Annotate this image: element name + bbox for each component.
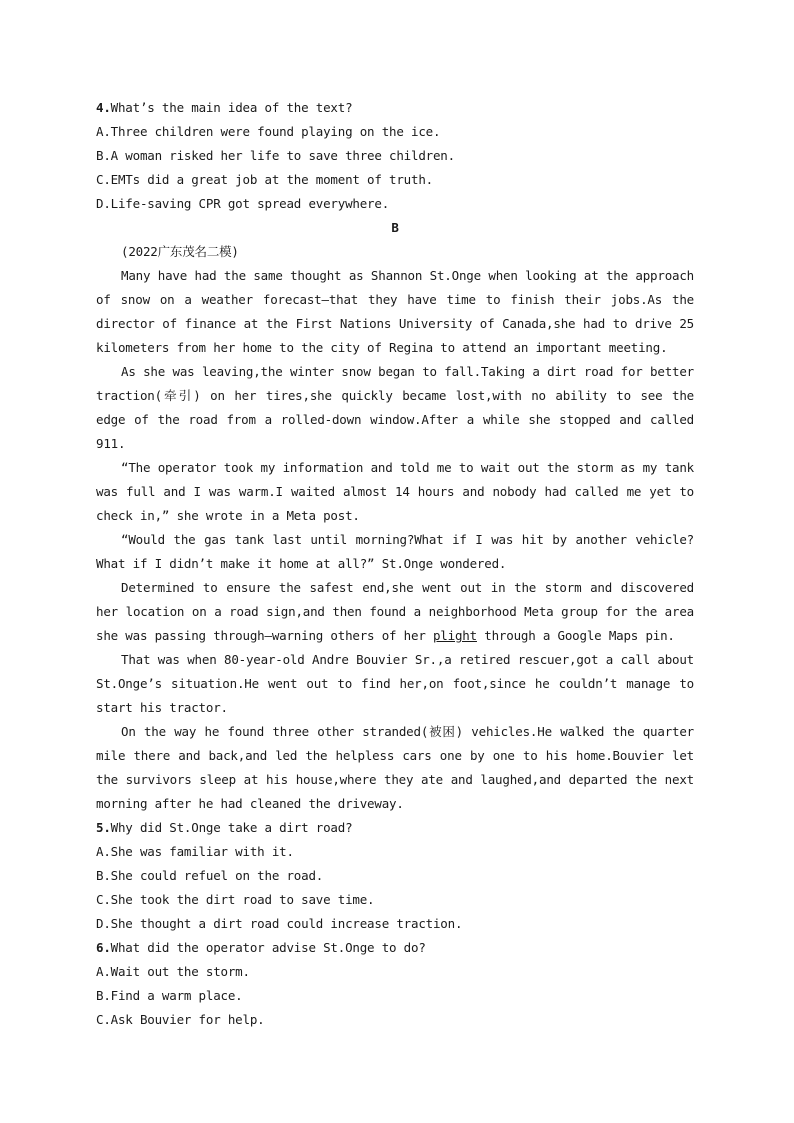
paragraph-1: Many have had the same thought as Shannon St.Onge when looking at the approach of snow on a weather forecast—that they have time to finish their jobs.As the director of finance at the First Nations University of Canada,she had to drive 25 kilometers from her home to the city of Regina to attend an important meeting.: [96, 268, 694, 355]
option-c: C.Ask Bouvier for help.: [96, 1012, 265, 1027]
question-6-stem: [96, 936, 694, 960]
paragraph-2: As she was leaving,the winter snow began to fall.Taking a dirt road for better traction(牵引) on her tires,she quickly became lost,with no ability to see the edge of the road from a rolled-down window.After a while she stopped and called 911.: [96, 364, 694, 451]
question-number: 5.: [96, 820, 111, 835]
question-number: 4.: [96, 100, 111, 115]
question-5: [96, 816, 694, 936]
paragraph-7: On the way he found three other stranded(被困) vehicles.He walked the quarter mile there and back,and led the helpless cars one by one to his home.Bouvier let the survivors sleep at his house,where they ate and laughed,and departed the next morning after he had cleaned the driveway.: [96, 724, 694, 811]
option-d: D.She thought a dirt road could increase traction.: [96, 916, 463, 931]
question-4: [96, 96, 694, 216]
question-text: What did the operator advise St.Onge to do?: [110, 940, 426, 955]
option-a: A.She was familiar with it.: [96, 844, 294, 859]
question-6: [96, 936, 694, 1032]
option-a: A.Three children were found playing on the ice.: [96, 124, 441, 139]
question-number: 6.: [96, 940, 111, 955]
option-c: C.EMTs did a great job at the moment of truth.: [96, 172, 433, 187]
paragraph-5: [96, 576, 694, 648]
option-d: D.Life-saving CPR got spread everywhere.: [96, 196, 390, 211]
question-5-stem: [96, 816, 694, 840]
document-page: [96, 96, 694, 1032]
source-note: (2022广东茂名二模): [121, 244, 239, 259]
option-c: C.She took the dirt road to save time.: [96, 892, 375, 907]
question-text: Why did St.Onge take a dirt road?: [110, 820, 353, 835]
option-b: B.A woman risked her life to save three children.: [96, 148, 455, 163]
paragraph-3: “The operator took my information and told me to wait out the storm as my tank was full and I was warm.I waited almost 14 hours and nobody had called me yet to check in,” she wrote in a Meta post.: [96, 460, 694, 523]
paragraph-5-text: Determined to ensure the safest end,she went out in the storm and discovered her location on a road sign,and then found a neighborhood Meta group for the area she was passing through—warning others of her: [96, 580, 694, 643]
question-4-stem: [96, 96, 694, 120]
paragraph-6: That was when 80-year-old Andre Bouvier Sr.,a retired rescuer,got a call about St.Onge’s situation.He went out to find her,on foot,since he couldn’t manage to start his tractor.: [96, 652, 694, 715]
question-text: What’s the main idea of the text?: [110, 100, 353, 115]
underlined-word: plight: [432, 628, 477, 643]
paragraph-5-text-end: through a Google Maps pin.: [476, 628, 675, 643]
option-b: B.Find a warm place.: [96, 988, 243, 1003]
paragraph-4: “Would the gas tank last until morning?What if I was hit by another vehicle?What if I didn’t make it home at all?” St.Onge wondered.: [96, 532, 694, 571]
section-title: B: [391, 220, 399, 235]
option-a: A.Wait out the storm.: [96, 964, 250, 979]
passage: [96, 264, 694, 816]
option-b: B.She could refuel on the road.: [96, 868, 324, 883]
